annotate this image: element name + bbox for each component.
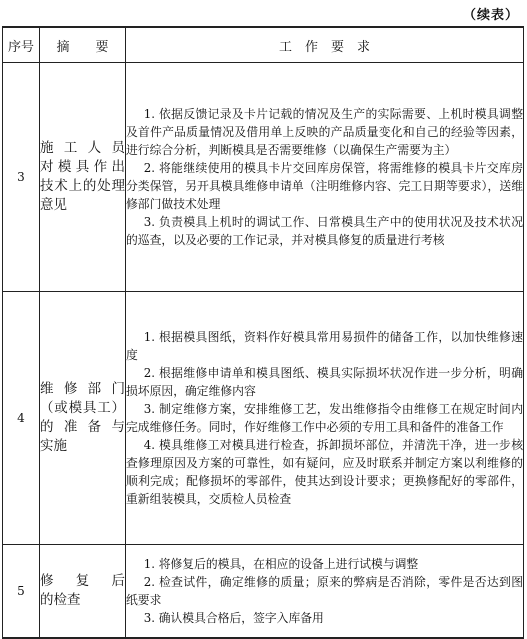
requirement-item: 1. 根据模具图纸，资料作好模具常用易损件的储备工作，以加快维修速度	[126, 330, 523, 362]
requirement-item: 2. 将能继续使用的模具卡片交回库房保管，将需维修的模具卡片交库房分类保管，另开具模具维修申请单（注明维修内容、完工日期等要求），送维修部门做技术处理	[126, 161, 523, 211]
requirement-item: 3. 负责模具上机时的调试工作、日常模具生产中的使用状况及技术状况的巡查，以及必要的工作记录，并对模具修复的质量进行考核	[126, 215, 523, 247]
summary-line: 的 准 备 与	[40, 419, 125, 435]
row-requirements	[126, 545, 524, 639]
row-requirements	[126, 292, 524, 545]
row-summary	[40, 292, 126, 545]
continued-label: （续表）	[462, 8, 519, 23]
table-row	[3, 63, 524, 292]
summary-line: 技术上的处理	[40, 178, 125, 194]
row-seq: 4	[3, 292, 40, 545]
summary-line: 的检查	[40, 592, 81, 608]
summary-line: 施工人员	[40, 140, 125, 156]
summary-line: 对模具作出	[40, 159, 125, 175]
requirement-item: 3. 确认模具合格后，签字入库备用	[143, 611, 324, 625]
table-header-row	[3, 27, 524, 63]
table-row	[3, 292, 524, 545]
header-summary: 摘 要	[40, 27, 126, 63]
row-requirements	[126, 63, 524, 292]
header-requirements: 工 作 要 求	[126, 27, 524, 63]
row-summary	[40, 63, 126, 292]
summary-line: 意见	[40, 197, 67, 213]
requirement-item: 2. 根据维修申请单和模具图纸、模具实际损坏状况作进一步分析，明确损坏原因，确定维修内容	[126, 366, 523, 398]
work-requirements-table	[2, 26, 524, 639]
header-seq: 序号	[3, 27, 40, 63]
row-seq: 5	[3, 545, 40, 639]
summary-line: （或模具工）	[40, 400, 125, 416]
requirement-item: 3. 制定维修方案，安排维修工艺，发出维修指令由维修工在规定时间内完成维修任务。同时，作好维修工作中必须的专用工具和备件的准备工作	[126, 402, 523, 434]
requirement-item: 1. 依据反馈记录及卡片记载的情况及生产的实际需要、上机时模具调整及首件产品质量情况及借用单上反映的产品质量变化和自己的经验等因素，进行综合分析，判断模具是否需要维修（以确保生产需要为主）	[126, 107, 523, 157]
summary-line: 修 复 后	[40, 573, 125, 589]
table-row	[3, 545, 524, 639]
row-seq: 3	[3, 63, 40, 292]
summary-line: 实施	[40, 438, 67, 454]
requirement-item: 2. 检查试件，确定维修的质量；原来的弊病是否消除，零件是否达到图纸要求	[126, 575, 523, 607]
summary-line: 维修部门	[40, 381, 125, 397]
requirement-item: 1. 将修复后的模具，在相应的设备上进行试模与调整	[143, 557, 419, 571]
requirement-item: 4. 模具维修工对模具进行检查，拆卸损坏部位，并清洗干净，进一步核查修理原因及方案的可靠性，如有疑问，应及时联系并制定方案以利维修的顺利完成；配修损坏的零部件，使其达到设计要求；更换修配好的零部件，重新组装模具，交质检人员检查	[126, 438, 523, 506]
row-summary	[40, 545, 126, 639]
